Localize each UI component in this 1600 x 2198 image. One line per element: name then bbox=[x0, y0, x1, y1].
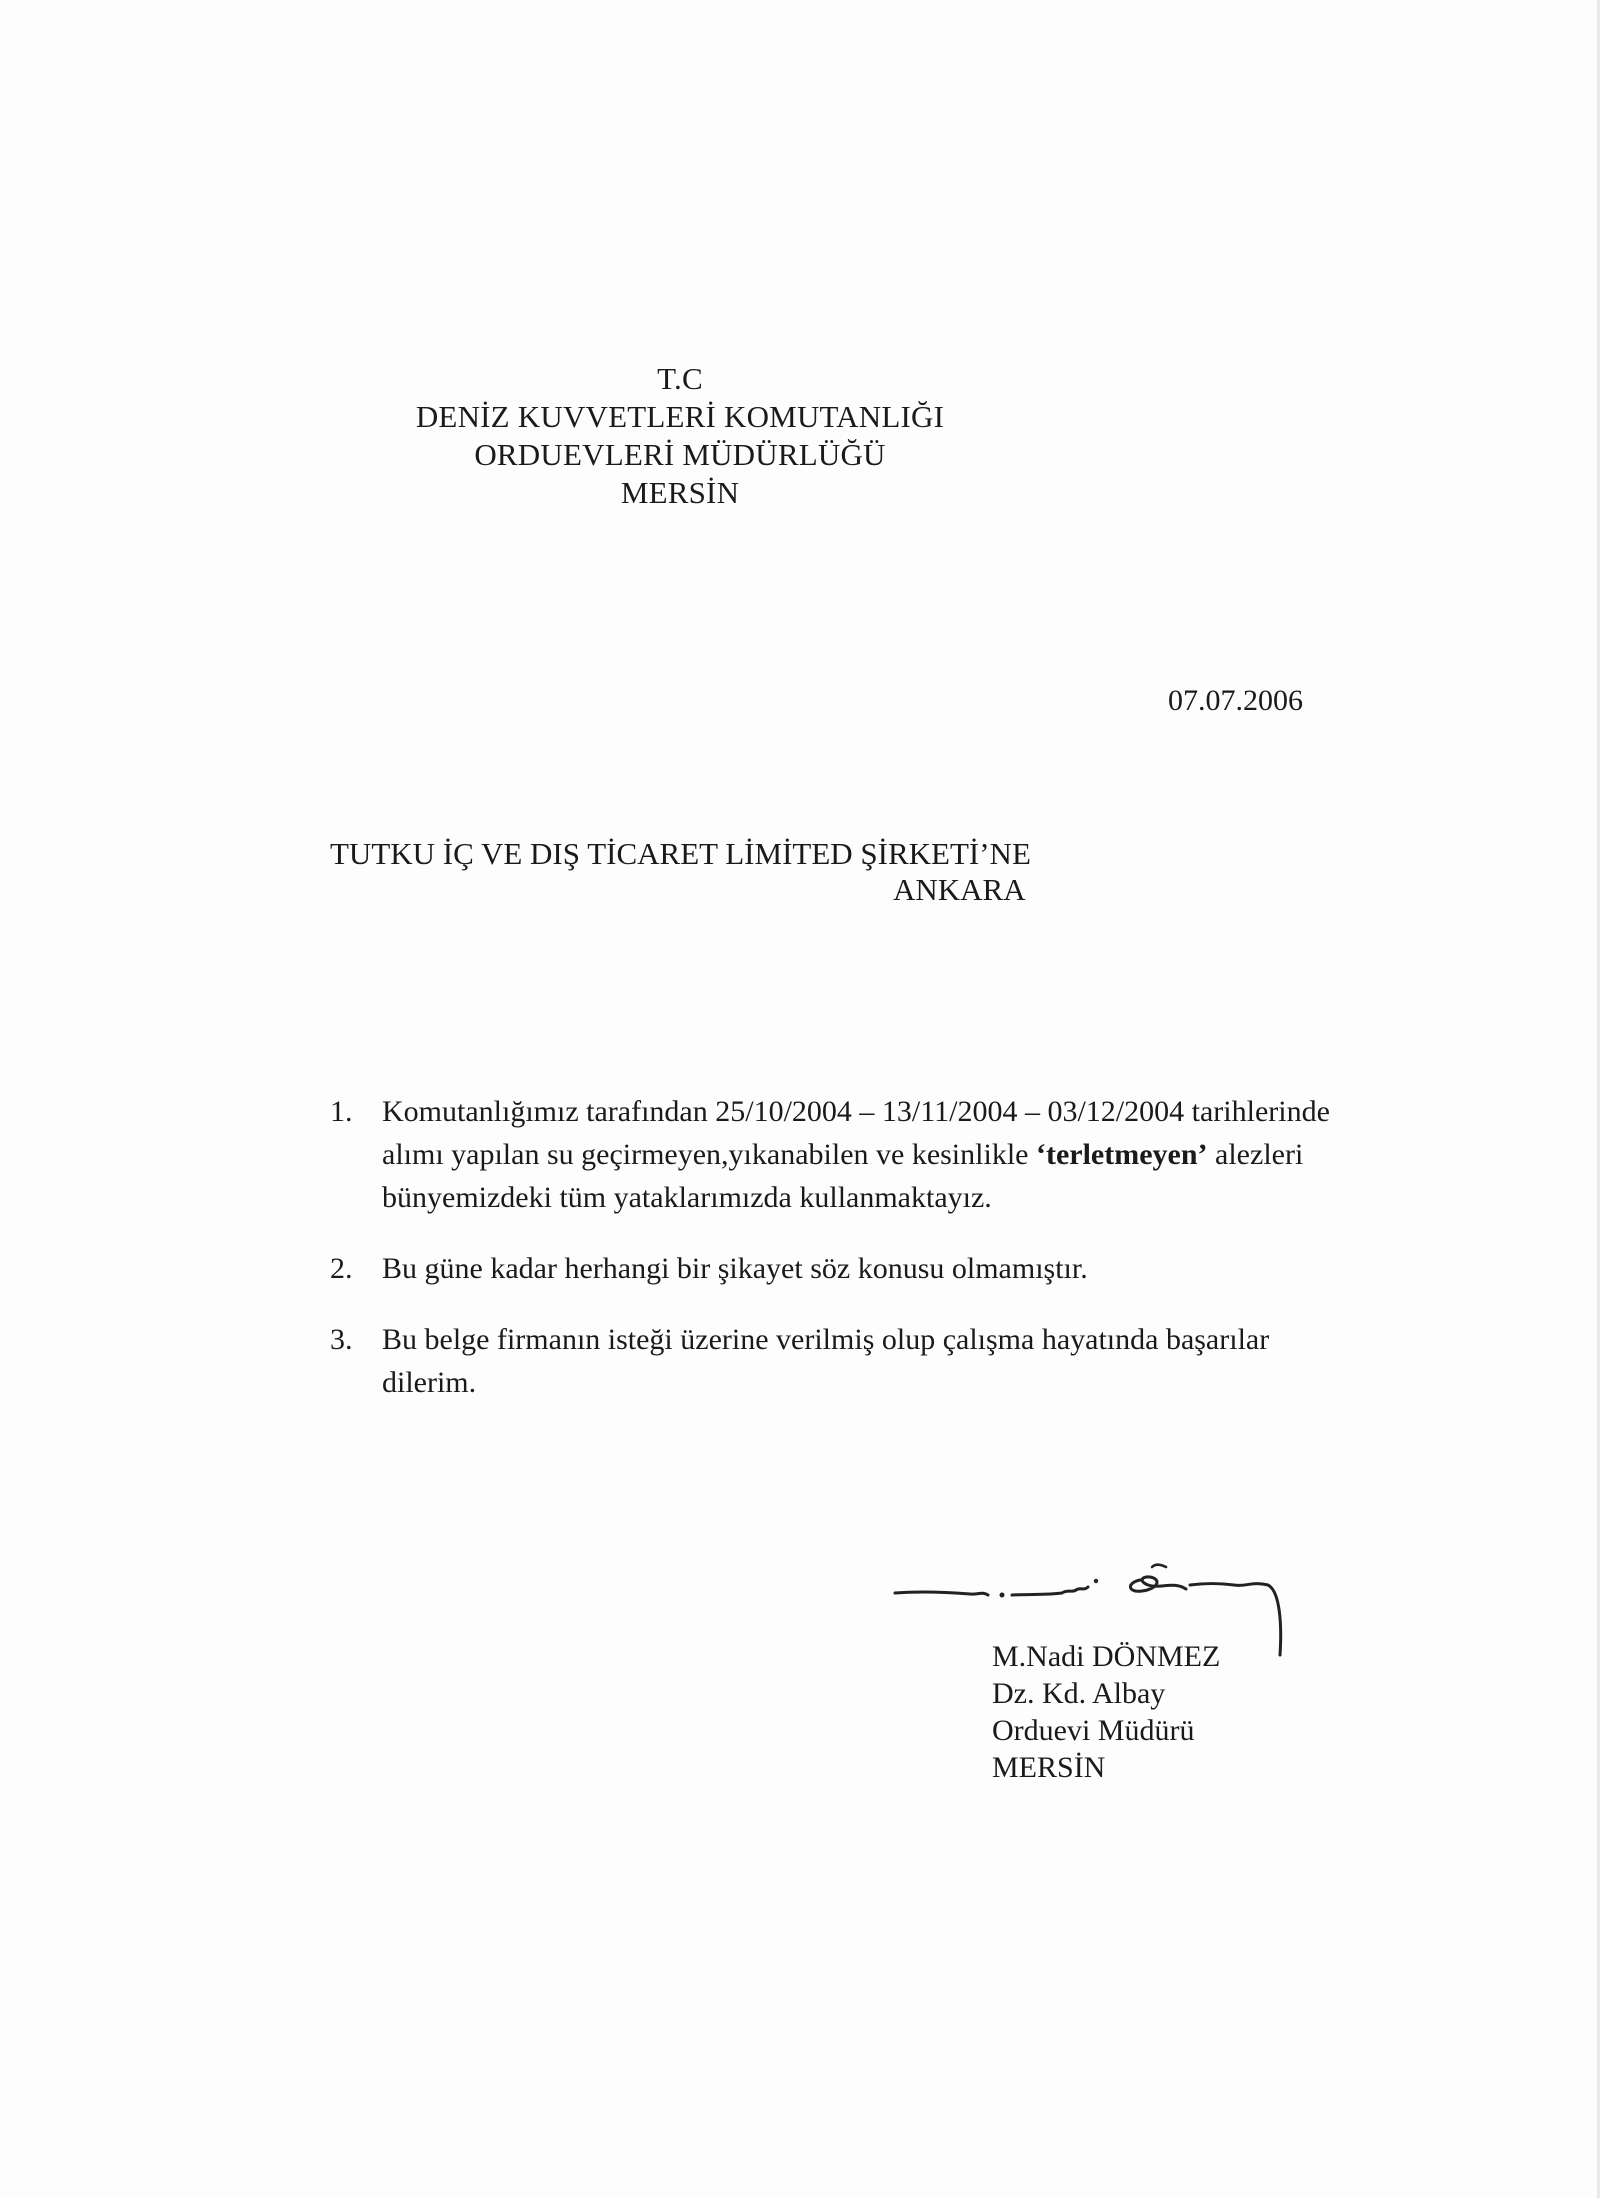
letterhead-line-tc: T.C bbox=[657, 361, 703, 396]
item-text-line bbox=[382, 1133, 1410, 1176]
letterhead bbox=[400, 360, 960, 512]
item-text-line: bünyemizdeki tüm yataklarımızda kullanmaktayız. bbox=[382, 1181, 992, 1214]
recipient-city: ANKARA bbox=[893, 872, 1026, 907]
item-number: 3. bbox=[330, 1323, 353, 1356]
item-text-line: Komutanlığımız tarafından 25/10/2004 – 13/11/2004 – 03/12/2004 tarihlerinde bbox=[382, 1095, 1330, 1128]
item-text-line: Bu belge firmanın isteği üzerine verilmiş olup çalışma hayatında başarılar bbox=[382, 1323, 1270, 1356]
list-item bbox=[330, 1247, 1410, 1290]
item-text-emphasis: ‘terletmeyen’ bbox=[1035, 1138, 1208, 1171]
item-text-line: Bu güne kadar herhangi bir şikayet söz konusu olmamıştır. bbox=[382, 1252, 1088, 1285]
list-item bbox=[330, 1318, 1410, 1404]
signature-block bbox=[992, 1638, 1220, 1786]
recipient-name: TUTKU İÇ VE DIŞ TİCARET LİMİTED ŞİRKETİ’NE bbox=[330, 836, 1031, 871]
signatory-city: MERSİN bbox=[992, 1751, 1106, 1784]
item-number: 1. bbox=[330, 1095, 353, 1128]
letterhead-line-city: MERSİN bbox=[620, 475, 740, 510]
signatory-rank: Dz. Kd. Albay bbox=[992, 1677, 1166, 1710]
letter-body bbox=[330, 1090, 1410, 1432]
item-text-segment: alezleri bbox=[1207, 1138, 1304, 1171]
item-number: 2. bbox=[330, 1252, 353, 1285]
list-item bbox=[330, 1090, 1410, 1219]
letterhead-line-command: DENİZ KUVVETLERİ KOMUTANLIĞI bbox=[415, 399, 945, 434]
item-text-segment: alımı yapılan su geçirmeyen,yıkanabilen ve kesinlikle bbox=[382, 1138, 1036, 1171]
signatory-title: Orduevi Müdürü bbox=[992, 1714, 1195, 1747]
signatory-name: M.Nadi DÖNMEZ bbox=[992, 1640, 1221, 1673]
letterhead-line-directorate: ORDUEVLERİ MÜDÜRLÜĞÜ bbox=[474, 437, 886, 472]
letter-date: 07.07.2006 bbox=[1168, 684, 1303, 717]
item-text-line: dilerim. bbox=[382, 1366, 477, 1399]
